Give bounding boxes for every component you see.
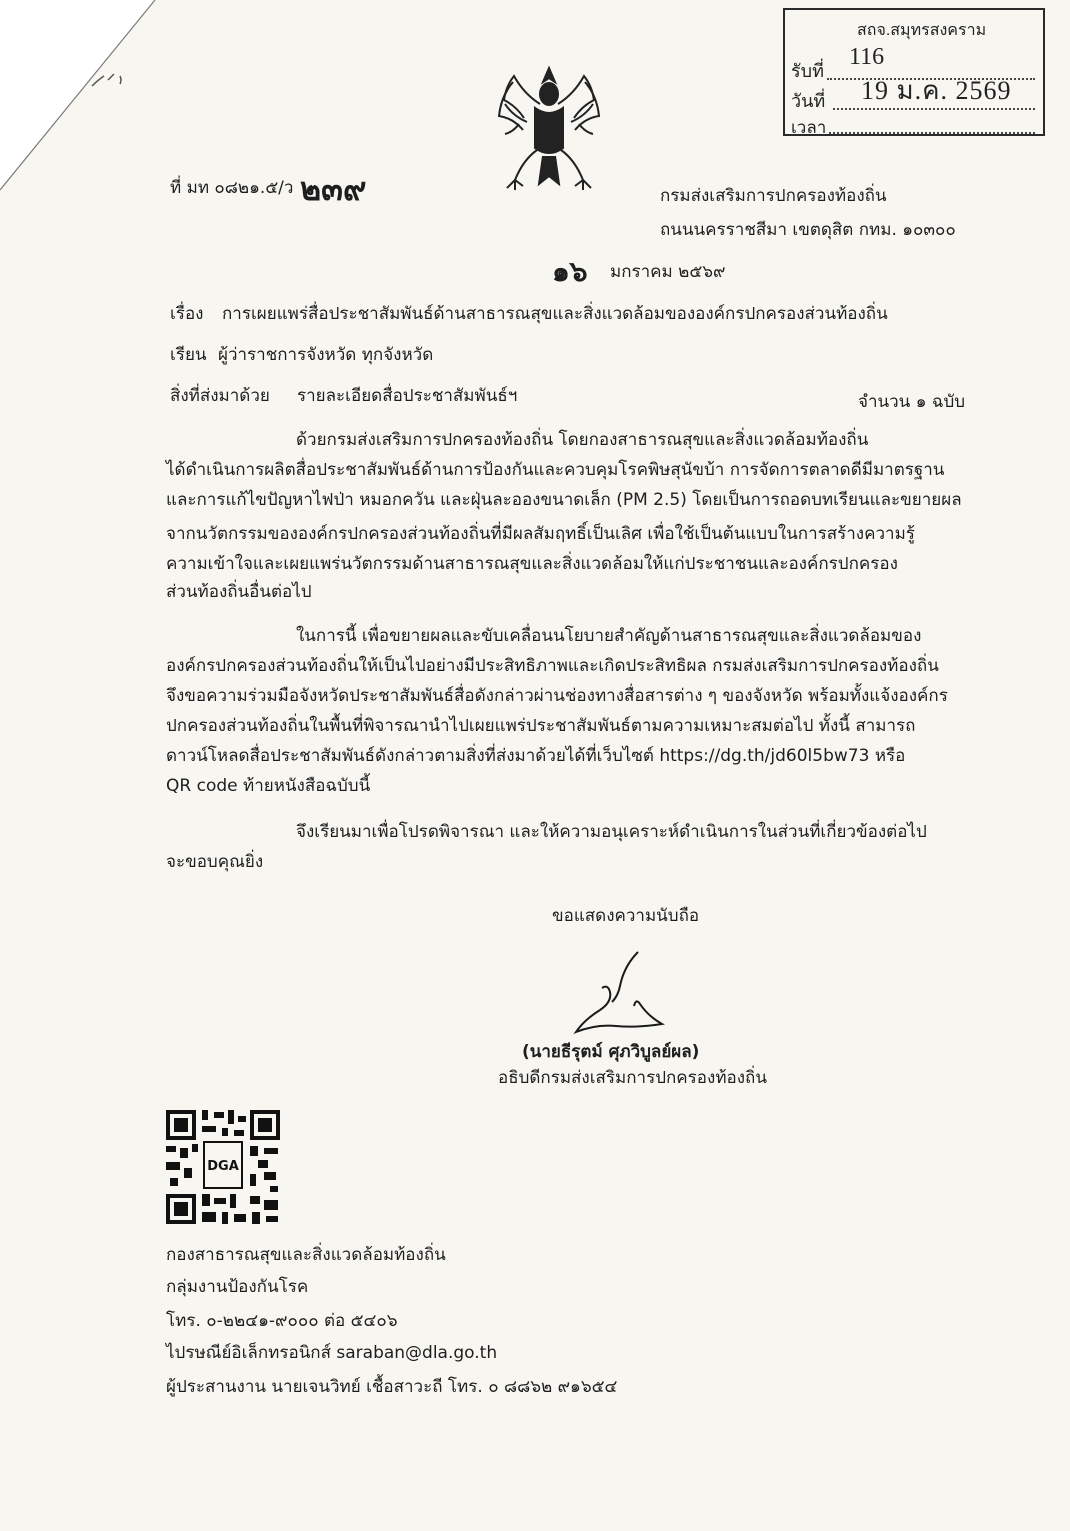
handwritten-signature: [572, 948, 672, 1040]
paragraph-3-line-2: จะขอบคุณยิ่ง: [166, 852, 264, 872]
subject-text: การเผยแพร่สื่อประชาสัมพันธ์ด้านสาธารณสุขและสิ่งแวดล้อมขององค์กรปกครองส่วนท้องถิ่น: [222, 304, 888, 324]
paragraph-1-line-6: ส่วนท้องถิ่นอื่นต่อไป: [166, 582, 312, 602]
stamp-time-label: เวลา: [791, 118, 827, 137]
garuda-emblem-icon: [493, 64, 605, 196]
footer-email: ไปรษณีย์อิเล็กทรอนิกส์ saraban@dla.go.th: [166, 1343, 498, 1363]
paragraph-2-line-5: ดาวน์โหลดสื่อประชาสัมพันธ์ดังกล่าวตามสิ่งที่ส่งมาด้วยได้ที่เว็บไซต์ https://dg.th/jd60l5bw73 หรือ: [166, 746, 906, 766]
stamp-received-number: 116: [849, 44, 885, 70]
date-day: ๑๖: [552, 255, 588, 288]
enclosure-text: รายละเอียดสื่อประชาสัมพันธ์ฯ: [297, 386, 518, 406]
signer-name: (นายธีรุตม์ ศุภวิบูลย์ผล): [522, 1042, 700, 1062]
qr-label: DGA: [207, 1159, 239, 1174]
footer-division: กองสาธารณสุขและสิ่งแวดล้อมท้องถิ่น: [166, 1245, 446, 1265]
stamp-dotline: [829, 132, 1035, 134]
paragraph-2-line-3: จึงขอความร่วมมือจังหวัดประชาสัมพันธ์สื่อดังกล่าวผ่านช่องทางสื่อสารต่าง ๆ ของจังหวัด พร้อมทั้งแจ้งองค์กร: [166, 686, 948, 706]
reference-prefix: ที่ มท ๐๘๒๑.๕/ว: [170, 178, 294, 198]
to-label: เรียน: [170, 345, 207, 365]
footer-coordinator: ผู้ประสานงาน นายเจนวิทย์ เชื้อสาวะถี โทร. ๐ ๘๘๖๒ ๙๑๖๕๔: [166, 1377, 618, 1397]
paragraph-2-line-6: QR code ท้ายหนังสือฉบับนี้: [166, 776, 371, 796]
stamp-date: 19 ม.ค. 2569: [861, 76, 1012, 105]
paragraph-2-line-1: ในการนี้ เพื่อขยายผลและขับเคลื่อนนโยบายสำคัญด้านสาธารณสุขและสิ่งแวดล้อมของ: [296, 626, 922, 646]
to-recipient: ผู้ว่าราชการจังหวัด ทุกจังหวัด: [218, 345, 434, 365]
paragraph-1-line-3: และการแก้ไขปัญหาไฟป่า หมอกควัน และฝุ่นละอองขนาดเล็ก (PM 2.5) โดยเป็นการถอดบทเรียนและขยายผล: [166, 490, 962, 510]
reference-number: ๒๓๙: [300, 170, 367, 208]
paragraph-1-line-4: จากนวัตกรรมขององค์กรปกครองส่วนท้องถิ่นที่มีผลสัมฤทธิ์เป็นเลิศ เพื่อใช้เป็นต้นแบบในการสร้างความรู้: [166, 524, 915, 544]
qr-code-icon: [164, 1108, 282, 1226]
signer-title: อธิบดีกรมส่งเสริมการปกครองท้องถิ่น: [498, 1068, 767, 1088]
paragraph-3-line-1: จึงเรียนมาเพื่อโปรดพิจารณา และให้ความอนุเคราะห์ดำเนินการในส่วนที่เกี่ยวข้องต่อไป: [296, 822, 927, 842]
footer-group: กลุ่มงานป้องกันโรค: [166, 1277, 309, 1297]
sender-address: ถนนนครราชสีมา เขตดุสิต กทม. ๑๐๓๐๐: [660, 220, 956, 240]
closing-text: ขอแสดงความนับถือ: [552, 906, 700, 926]
sender-organization: กรมส่งเสริมการปกครองท้องถิ่น: [660, 186, 887, 206]
paragraph-1-line-5: ความเข้าใจและเผยแพร่นวัตกรรมด้านสาธารณสุขและสิ่งแวดล้อมให้แก่ประชาชนและองค์กรปกครอง: [166, 554, 898, 574]
receiving-stamp: [783, 8, 1045, 136]
paragraph-2-line-2: องค์กรปกครองส่วนท้องถิ่นให้เป็นไปอย่างมีประสิทธิภาพและเกิดประสิทธิผล กรมส่งเสริมการปกครองท้องถิ่น: [166, 656, 939, 676]
subject-label: เรื่อง: [170, 304, 204, 324]
enclosure-label: สิ่งที่ส่งมาด้วย: [170, 386, 270, 406]
stamp-date-label: วันที่: [791, 91, 826, 111]
paragraph-1-line-1: ด้วยกรมส่งเสริมการปกครองท้องถิ่น โดยกองสาธารณสุขและสิ่งแวดล้อมท้องถิ่น: [296, 430, 869, 450]
date-month-year: มกราคม ๒๕๖๙: [610, 262, 726, 282]
footer-phone: โทร. ๐-๒๒๔๑-๙๐๐๐ ต่อ ๕๔๐๖: [166, 1311, 398, 1331]
stamp-received-label: รับที่: [791, 61, 824, 81]
stamp-organization: สถจ.สมุทรสงคราม: [857, 22, 987, 39]
paragraph-2-line-4: ปกครองส่วนท้องถิ่นในพื้นที่พิจารณานำไปเผยแพร่ประชาสัมพันธ์ตามความเหมาะสมต่อไป ทั้งนี้ สามารถ: [166, 716, 916, 736]
paragraph-1-line-2: ได้ดำเนินการผลิตสื่อประชาสัมพันธ์ด้านการป้องกันและควบคุมโรคพิษสุนัขบ้า การจัดการตลาดดีมีมาตรฐาน: [166, 460, 945, 480]
enclosure-count: จำนวน ๑ ฉบับ: [858, 392, 966, 412]
